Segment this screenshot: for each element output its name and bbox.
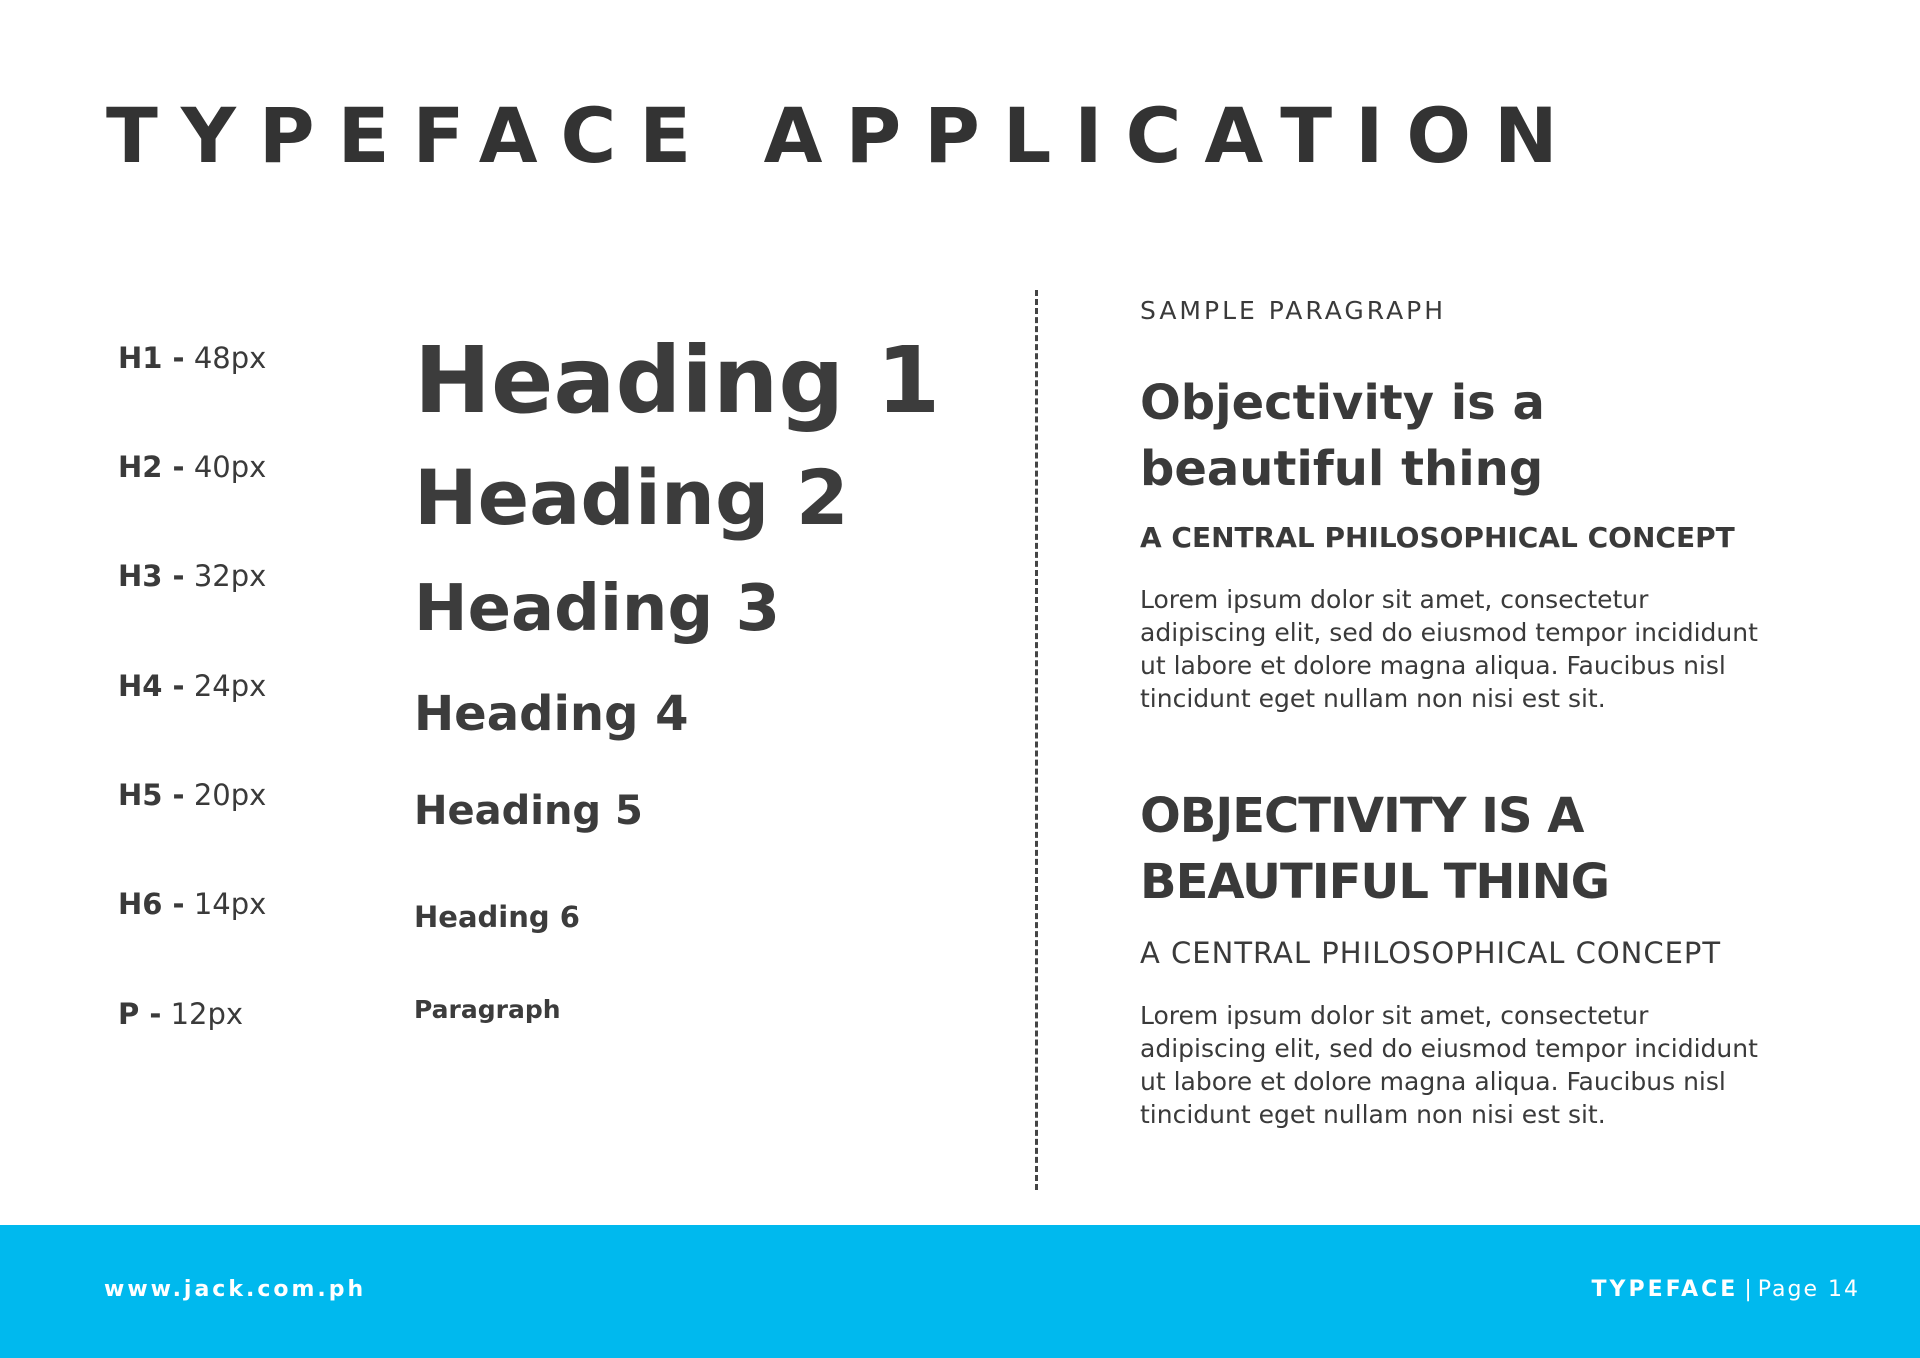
sample-heading-5: Heading 5	[414, 788, 643, 834]
sample-paragraph-label: SAMPLE PARAGRAPH	[1140, 296, 1447, 325]
spec-size: 32px	[193, 559, 267, 593]
dashed-divider	[1035, 290, 1038, 1190]
footer-page-info	[1592, 1277, 1860, 1302]
footer-separator: |	[1744, 1277, 1752, 1302]
block1-title	[1140, 370, 1820, 502]
block1-body: Lorem ipsum dolor sit amet, consectetur adipiscing elit, sed do eiusmod tempor incididunt ut labore et dolore magna aliqua. Faucibus nisl tincidunt eget nullam non nisi est sit.	[1140, 585, 1758, 713]
spec-tag: H6 -	[118, 887, 185, 921]
spec-tag: H5 -	[118, 778, 185, 812]
sample-heading-1: Heading 1	[414, 327, 941, 434]
spec-size: 12px	[170, 997, 244, 1031]
footer-bar	[0, 1225, 1920, 1358]
sample-heading-3: Heading 3	[414, 572, 781, 646]
spec-tag: P -	[118, 997, 162, 1031]
spec-size: 48px	[193, 341, 267, 375]
block2-title-line1: OBJECTIVITY IS A	[1140, 788, 1584, 844]
spec-label-h5	[118, 778, 267, 812]
footer-page-number: Page 14	[1757, 1277, 1860, 1302]
spec-size: 24px	[193, 669, 267, 703]
block2-body: Lorem ipsum dolor sit amet, consectetur adipiscing elit, sed do eiusmod tempor incididunt ut labore et dolore magna aliqua. Faucibus nisl tincidunt eget nullam non nisi est sit.	[1140, 1001, 1758, 1129]
spec-label-h1	[118, 341, 267, 375]
spec-label-h6	[118, 887, 267, 921]
spec-size: 20px	[193, 778, 267, 812]
sample-heading-2: Heading 2	[414, 453, 849, 542]
spec-label-h3	[118, 559, 267, 593]
footer-section-name: TYPEFACE	[1591, 1277, 1739, 1302]
block1-title-line1: Objectivity is a	[1140, 375, 1545, 431]
spec-tag: H1 -	[118, 341, 185, 375]
page-title: TYPEFACE APPLICATION	[106, 91, 1581, 180]
block2-title	[1140, 783, 1820, 915]
sample-paragraph: Paragraph	[414, 995, 561, 1024]
block1-subtitle: A CENTRAL PHILOSOPHICAL CONCEPT	[1140, 521, 1735, 554]
spec-tag: H2 -	[118, 450, 185, 484]
sample-heading-6: Heading 6	[414, 900, 580, 934]
block1-title-line2: beautiful thing	[1140, 441, 1544, 497]
spec-label-p	[118, 997, 244, 1031]
spec-label-h2	[118, 450, 267, 484]
spec-size: 14px	[193, 887, 267, 921]
block2-subtitle: A CENTRAL PHILOSOPHICAL CONCEPT	[1140, 936, 1722, 970]
block2-title-line2: BEAUTIFUL THING	[1140, 854, 1610, 910]
spec-size: 40px	[193, 450, 267, 484]
spec-tag: H3 -	[118, 559, 185, 593]
spec-tag: H4 -	[118, 669, 185, 703]
spec-label-h4	[118, 669, 267, 703]
sample-heading-4: Heading 4	[414, 686, 689, 742]
footer-website-link[interactable]: www.jack.com.ph	[104, 1277, 367, 1302]
